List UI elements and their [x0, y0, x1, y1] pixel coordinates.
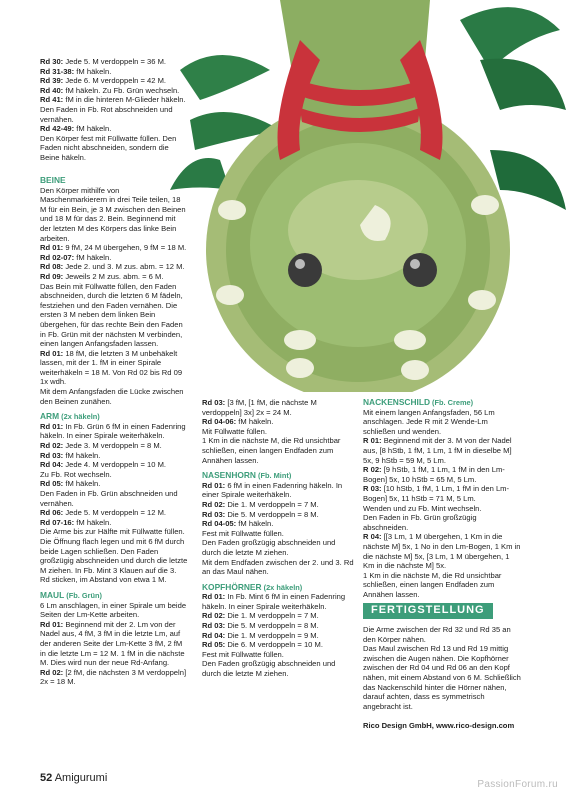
- round-label: R 04:: [363, 532, 382, 542]
- instruction-line: [202, 481, 355, 500]
- round-label: Rd 01:: [40, 243, 64, 253]
- round-label: Rd 02-07:: [40, 252, 75, 262]
- instruction-text: Jede 3. M verdoppeln = 8 M.: [63, 441, 162, 451]
- instruction-line: [40, 186, 188, 244]
- instruction-line: [202, 558, 355, 577]
- round-label: Rd 05:: [202, 640, 226, 650]
- page-footer: [40, 772, 107, 784]
- instruction-text: 6 Lm anschlagen, in einer Spirale um beide Seiten der Lm-Kette arbeiten.: [40, 600, 187, 620]
- instruction-text: Die Arme bis zur Hälfte mit Füllwatte füllen. Die Öffnung flach legen und mit 6 fM durch beide Lagen schließen. Den Faden großzügig abschneiden und durch die letzte M ziehen. In Fb. Mint 3 Klauen auf die 3. Rd sticken, im Abstand von etwa 1 M.: [40, 527, 188, 585]
- round-label: Rd 08:: [40, 262, 64, 272]
- round-label: Rd 04:: [40, 460, 64, 470]
- instruction-line: [202, 650, 355, 660]
- round-label: Rd 09:: [40, 271, 64, 281]
- instruction-text: 1 Km in die nächste M, die Rd unsichtbar schließen, einen langen Endfaden zum Annähen lassen.: [363, 570, 502, 599]
- round-label: R 03:: [363, 484, 382, 494]
- instruction-text: 9 fM, 24 M übergehen, 9 fM = 18 M.: [63, 243, 187, 253]
- round-label: Rd 01:: [40, 619, 64, 629]
- instruction-text: [3 fM, [1 fM, die nächste M verdoppeln] 3x] 2x = 24 M.: [202, 398, 317, 417]
- instruction-text: Jede 5. M verdoppeln = 36 M.: [63, 57, 167, 66]
- instruction-list-nackenschild: [363, 408, 521, 600]
- instruction-text: fM häkeln. Zu Fb. Grün wechseln.: [63, 85, 180, 95]
- instruction-text: [2 fM, die nächsten 3 M verdoppeln] 2x = 18 M.: [40, 667, 187, 687]
- instruction-text: fM häkeln.: [236, 417, 274, 427]
- eye-left: [288, 253, 322, 287]
- instruction-text: Mit Füllwatte füllen.: [202, 426, 267, 436]
- round-label: Rd 31-38:: [40, 66, 75, 76]
- instruction-line: [202, 398, 355, 417]
- round-label: Rd 05:: [40, 479, 64, 489]
- instruction-line: [40, 124, 188, 134]
- instruction-text: Mit dem Endfaden zwischen der 2. und 3. Rd an das Maul nähen.: [202, 557, 354, 577]
- heading-maul: MAUL (Fb. Grün): [40, 589, 102, 600]
- paragraph: Das Maul zwischen Rd 13 und Rd 19 mittig zwischen die Augen nähen. Die Kopfhörner zwischen der Rd 04 und Rd 06 an den Kopf nähen, mit einem Abstand von 6 M. Schließlich das Nackenschild hinter die Hörner nähen, darauf achten, dass es symmetrisch angebracht ist.: [363, 644, 521, 711]
- instruction-line: [40, 668, 188, 687]
- instruction-text: Jede 2. und 3. M zus. abm. = 12 M.: [63, 262, 185, 272]
- heading-fertigstellung: FERTIGSTELLUNG: [363, 603, 493, 619]
- round-label: Rd 02:: [40, 667, 64, 677]
- instruction-text: Den Faden in Fb. Grün großzügig abschneiden.: [363, 513, 477, 532]
- instruction-line: [40, 134, 188, 163]
- instruction-text: fM häkeln.: [74, 66, 112, 76]
- instruction-line: [40, 518, 188, 528]
- instruction-line: [40, 105, 188, 124]
- instruction-text: Jede 4. M verdoppeln = 10 M.: [63, 460, 167, 470]
- instruction-line: [202, 510, 355, 520]
- instruction-text: In Fb. Grün 6 fM in einen Fadenring häkeln. In einer Spirale weiterhäkeln.: [40, 421, 186, 441]
- instruction-text: Beginnend mit der 3. M von der Nadel aus, [8 hStb, 1 fM, 1 Lm, 1 fM in dieselbe M] 5x, 9 hStb = 59 M, 5 Lm.: [363, 436, 512, 465]
- instruction-text: Jeweils 2 M zus. abm. = 6 M.: [63, 271, 164, 281]
- column-1: [40, 170, 188, 687]
- round-label: Rd 02:: [40, 441, 64, 451]
- round-label: Rd 06:: [40, 508, 64, 518]
- instruction-line: [40, 262, 188, 272]
- instruction-line: [40, 243, 188, 253]
- instruction-line: [202, 640, 355, 650]
- paragraph-list-fertigstellung: [363, 625, 521, 711]
- instruction-line: [40, 460, 188, 470]
- instruction-line: [40, 67, 188, 77]
- instruction-line: [202, 417, 355, 427]
- instruction-text: Fest mit Füllwatte füllen.: [202, 528, 284, 538]
- instruction-text: Mit einem langen Anfangsfaden, 56 Lm anschlagen. Jede R mit 2 Wende-Lm schließen und wenden.: [363, 407, 495, 436]
- instruction-text: Wenden und zu Fb. Mint wechseln.: [363, 503, 482, 513]
- instruction-text: Fest mit Füllwatte füllen.: [202, 649, 284, 659]
- instruction-line: [40, 349, 188, 387]
- instruction-text: Die 1. M verdoppeln = 9 M.: [225, 630, 319, 640]
- instruction-line: [40, 57, 188, 67]
- instruction-line: [202, 436, 355, 465]
- heading-beine: BEINE: [40, 175, 66, 185]
- instruction-list-arm: [40, 422, 188, 585]
- instruction-line: [202, 529, 355, 539]
- instruction-line: [363, 532, 521, 570]
- instruction-list-kopfhoerner: [202, 592, 355, 678]
- round-label: Rd 07-16:: [40, 517, 75, 527]
- instruction-line: [40, 470, 188, 480]
- instruction-text: Jede 5. M verdoppeln = 12 M.: [63, 508, 167, 518]
- instruction-line: [40, 620, 188, 668]
- round-label: Rd 04-06:: [202, 417, 237, 427]
- instruction-text: Die 1. M verdoppeln = 7 M.: [225, 611, 319, 621]
- heading-arm: ARM (2x häkeln): [40, 411, 100, 422]
- instruction-line: [40, 76, 188, 86]
- round-label: Rd 01:: [202, 480, 226, 490]
- instruction-line: [202, 611, 355, 621]
- instruction-line: [40, 86, 188, 96]
- instruction-text: Zu Fb. Rot wechseln.: [40, 469, 112, 479]
- round-label: Rd 03:: [202, 509, 226, 519]
- instruction-line: [363, 571, 521, 600]
- instruction-text: Die 1. M verdoppeln = 7 M.: [225, 499, 319, 509]
- instruction-line: [363, 408, 521, 437]
- instruction-line: [40, 527, 188, 585]
- instruction-text: fM häkeln.: [63, 450, 101, 460]
- instruction-text: Den Körper mithilfe von Maschenmarkierern in drei Teile teilen, 18 M für ein Bein, je 3 M zwischen den Beinen und 18 M für das 2. Bein. Beginnend mit der letzten M des Körpers das linke Bein arbeiten.: [40, 185, 186, 243]
- instruction-line: [40, 422, 188, 441]
- instruction-line: [202, 659, 355, 678]
- instruction-text: 6 fM in einen Fadenring häkeln. In einer Spirale weiterhäkeln.: [202, 480, 343, 500]
- instruction-text: Den Faden in Fb. Grün abschneiden und vernähen.: [40, 489, 178, 508]
- instruction-text: fM häkeln.: [236, 519, 274, 529]
- round-label: R 01:: [363, 436, 382, 446]
- round-label: Rd 40:: [40, 85, 64, 95]
- instruction-text: Den Faden großzügig abschneiden und durch die letzte M ziehen.: [202, 538, 336, 557]
- round-label: R 02:: [363, 465, 382, 475]
- instruction-text: Das Bein mit Füllwatte füllen, den Faden abschneiden, durch die letzten 6 M fädeln, festziehen und den Faden vernähen. Die ersten 3 M neben dem linken Bein übergehen, für das rechte Bein den Faden in Fb. Grün mit der nächsten M verbinden, einen langen Anfangsfaden lassen.: [40, 281, 183, 349]
- instruction-line: [202, 519, 355, 529]
- round-label: Rd 02:: [202, 499, 226, 509]
- instruction-text: [9 hStb, 1 fM, 1 Lm, 1 fM in den Lm-Bogen] 5x, 10 hStb = 65 M, 5 Lm.: [363, 465, 505, 484]
- instruction-text: In Fb. Mint 6 fM in einen Fadenring häkeln. In einer Spirale weiterhäkeln.: [202, 592, 346, 611]
- instruction-line: [363, 513, 521, 532]
- page-number: 52: [40, 772, 53, 784]
- instruction-line: [363, 504, 521, 514]
- amigurumi-photo: [160, 0, 566, 392]
- instruction-text: Beginnend mit der 2. Lm von der Nadel aus, 4 fM, 3 fM in die letzte Lm, auf der anderen Seite der Lm-Kette 3 fM, 2 fM in die letzte Lm = 12 M. 1 fM in die nächste M. Dies wird nun der neue Rd-Anfang.: [40, 619, 185, 668]
- instruction-text: 18 fM, die letzten 3 M unbehäkelt lassen, mit der 1. fM in einer Spirale weiterhäkeln = 18 M. Von Rd 02 bis Rd 09 1x wdh.: [40, 348, 183, 387]
- instruction-line: [202, 592, 355, 611]
- instruction-list-maul: [40, 601, 188, 687]
- instruction-line: [202, 631, 355, 641]
- instruction-line: [40, 253, 188, 263]
- eye-right: [403, 253, 437, 287]
- instruction-line: [363, 465, 521, 484]
- round-label: Rd 04-05:: [202, 519, 237, 529]
- watermark: PassionForum.ru: [477, 779, 558, 790]
- instruction-text: Den Faden großzügig abschneiden und durch die letzte M ziehen.: [202, 659, 336, 679]
- round-label: Rd 39:: [40, 76, 64, 86]
- instruction-line: [40, 95, 188, 105]
- instruction-list-beine: [40, 186, 188, 407]
- magazine-name: Amigurumi: [54, 772, 108, 784]
- instruction-text: Mit dem Anfangsfaden die Lücke zwischen den Beinen zunähen.: [40, 387, 184, 406]
- round-label: Rd 02:: [202, 611, 226, 621]
- round-label: Rd 42-49:: [40, 124, 75, 134]
- instruction-line: [40, 479, 188, 489]
- instruction-text: Den Faden in Fb. Rot abschneiden und vernähen.: [40, 104, 173, 124]
- heading-nackenschild: NACKENSCHILD (Fb. Creme): [363, 397, 474, 407]
- instruction-text: fM häkeln.: [63, 479, 101, 489]
- instruction-line: [40, 387, 188, 406]
- instruction-list-maul-cont: [202, 398, 355, 465]
- heading-kopfhoerner: KOPFHÖRNER (2x häkeln): [202, 581, 303, 592]
- round-label: Rd 01:: [202, 592, 226, 602]
- round-label: Rd 30:: [40, 57, 64, 66]
- instruction-text: Die 5. M verdoppeln = 8 M.: [225, 509, 319, 519]
- instruction-line: [363, 436, 521, 465]
- instruction-text: Den Körper fest mit Füllwatte füllen. Den Faden nicht abschneiden, sondern die Beine häkeln.: [40, 133, 177, 162]
- round-label: Rd 03:: [40, 450, 64, 460]
- instruction-line: [202, 427, 355, 437]
- paragraph: Die Arme zwischen der Rd 32 und Rd 35 an den Körper nähen.: [363, 625, 511, 644]
- instruction-line: [202, 621, 355, 631]
- round-label: Rd 04:: [202, 630, 226, 640]
- instruction-list-body: [40, 57, 188, 163]
- round-label: Rd 03:: [202, 621, 226, 631]
- instruction-line: [202, 500, 355, 510]
- instruction-line: [40, 272, 188, 282]
- instruction-text: 1 Km in die nächste M, die Rd unsichtbar schließen, einen langen Endfaden zum Annähen lassen.: [202, 436, 341, 465]
- column-2: [202, 398, 355, 679]
- round-label: Rd 01:: [40, 348, 64, 358]
- round-label: Rd 03:: [202, 398, 226, 407]
- instruction-text: fM häkeln.: [74, 517, 112, 527]
- instruction-text: Die 6. M verdoppeln = 10 M.: [225, 640, 323, 650]
- column-1-top: [40, 57, 188, 163]
- instruction-text: fM häkeln.: [74, 252, 112, 262]
- credit-line: Rico Design GmbH, www.rico-design.com: [363, 721, 515, 731]
- instruction-line: [40, 282, 188, 349]
- instruction-line: [40, 451, 188, 461]
- instruction-line: [40, 441, 188, 451]
- instruction-line: [363, 484, 521, 503]
- instruction-line: [40, 489, 188, 508]
- instruction-line: [40, 508, 188, 518]
- instruction-text: fM häkeln.: [74, 124, 112, 134]
- instruction-text: Jede 6. M verdoppeln = 42 M.: [63, 76, 167, 86]
- instruction-text: Die 5. M verdoppeln = 8 M.: [225, 621, 319, 631]
- instruction-list-nasenhorn: [202, 481, 355, 577]
- instruction-line: [40, 601, 188, 620]
- instruction-text: [[3 Lm, 1 M übergehen, 1 Km in die nächste M] 5x, 1 No in den Lm-Bogen, 1 Km in die nächste M] 5x, [3 Lm, 1 M übergehen, 1 Km in die nächste M] 5x.: [363, 532, 521, 571]
- round-label: Rd 41:: [40, 95, 64, 105]
- instruction-text: [10 hStb, 1 fM, 1 Lm, 1 fM in den Lm-Bogen] 5x, 11 hStb = 71 M, 5 Lm.: [363, 484, 510, 503]
- column-3: [363, 398, 521, 731]
- instruction-line: [202, 538, 355, 557]
- heading-nasenhorn: NASENHORN (Fb. Mint): [202, 470, 292, 481]
- round-label: Rd 01:: [40, 421, 64, 431]
- instruction-text: fM in die hinteren M-Glieder häkeln.: [63, 95, 186, 105]
